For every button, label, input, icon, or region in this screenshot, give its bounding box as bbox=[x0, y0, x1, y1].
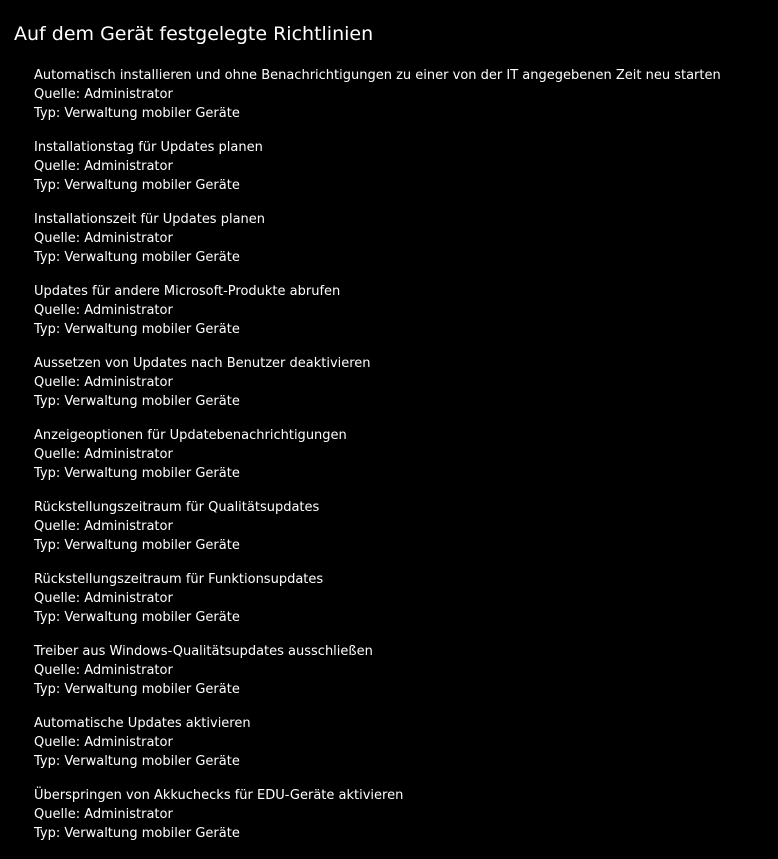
policy-item bbox=[34, 498, 764, 570]
policy-source: Quelle: Administrator bbox=[34, 807, 173, 822]
policy-item bbox=[34, 426, 764, 498]
policy-item bbox=[34, 282, 764, 354]
policy-type: Typ: Verwaltung mobiler Geräte bbox=[34, 106, 240, 121]
policy-type: Typ: Verwaltung mobiler Geräte bbox=[34, 250, 240, 265]
policy-name: Installationstag für Updates planen bbox=[34, 140, 263, 155]
policy-item bbox=[34, 210, 764, 282]
policy-item bbox=[34, 354, 764, 426]
policy-type: Typ: Verwaltung mobiler Geräte bbox=[34, 754, 240, 769]
policy-source: Quelle: Administrator bbox=[34, 303, 173, 318]
policy-item bbox=[34, 786, 764, 858]
policy-type: Typ: Verwaltung mobiler Geräte bbox=[34, 826, 240, 841]
policy-type: Typ: Verwaltung mobiler Geräte bbox=[34, 682, 240, 697]
policy-source: Quelle: Administrator bbox=[34, 663, 173, 678]
policy-type: Typ: Verwaltung mobiler Geräte bbox=[34, 466, 240, 481]
page-title: Auf dem Gerät festgelegte Richtlinien bbox=[14, 23, 374, 45]
policy-name: Treiber aus Windows-Qualitätsupdates ausschließen bbox=[34, 644, 373, 659]
policy-item bbox=[34, 570, 764, 642]
policy-source: Quelle: Administrator bbox=[34, 159, 173, 174]
policy-source: Quelle: Administrator bbox=[34, 591, 173, 606]
policy-type: Typ: Verwaltung mobiler Geräte bbox=[34, 610, 240, 625]
policy-type: Typ: Verwaltung mobiler Geräte bbox=[34, 322, 240, 337]
policy-type: Typ: Verwaltung mobiler Geräte bbox=[34, 538, 240, 553]
policy-item bbox=[34, 642, 764, 714]
policy-item bbox=[34, 138, 764, 210]
policy-name: Updates für andere Microsoft-Produkte abrufen bbox=[34, 284, 341, 299]
policy-name: Installationszeit für Updates planen bbox=[34, 212, 266, 227]
policy-source: Quelle: Administrator bbox=[34, 519, 173, 534]
policy-list bbox=[34, 66, 764, 858]
policy-source: Quelle: Administrator bbox=[34, 87, 173, 102]
policy-name: Aussetzen von Updates nach Benutzer deaktivieren bbox=[34, 356, 371, 371]
policy-name: Rückstellungszeitraum für Qualitätsupdates bbox=[34, 500, 320, 515]
policy-source: Quelle: Administrator bbox=[34, 231, 173, 246]
policy-item bbox=[34, 714, 764, 786]
policy-name: Automatisch installieren und ohne Benachrichtigungen zu einer von der IT angegebenen Zeit neu starten bbox=[34, 68, 721, 83]
policy-name: Anzeigeoptionen für Updatebenachrichtigungen bbox=[34, 428, 347, 443]
policy-source: Quelle: Administrator bbox=[34, 447, 173, 462]
policy-item bbox=[34, 66, 764, 138]
policy-type: Typ: Verwaltung mobiler Geräte bbox=[34, 178, 240, 193]
policy-type: Typ: Verwaltung mobiler Geräte bbox=[34, 394, 240, 409]
policy-source: Quelle: Administrator bbox=[34, 375, 173, 390]
policy-source: Quelle: Administrator bbox=[34, 735, 173, 750]
policy-name: Rückstellungszeitraum für Funktionsupdates bbox=[34, 572, 324, 587]
policy-name: Überspringen von Akkuchecks für EDU-Geräte aktivieren bbox=[34, 788, 404, 803]
policy-name: Automatische Updates aktivieren bbox=[34, 716, 251, 731]
